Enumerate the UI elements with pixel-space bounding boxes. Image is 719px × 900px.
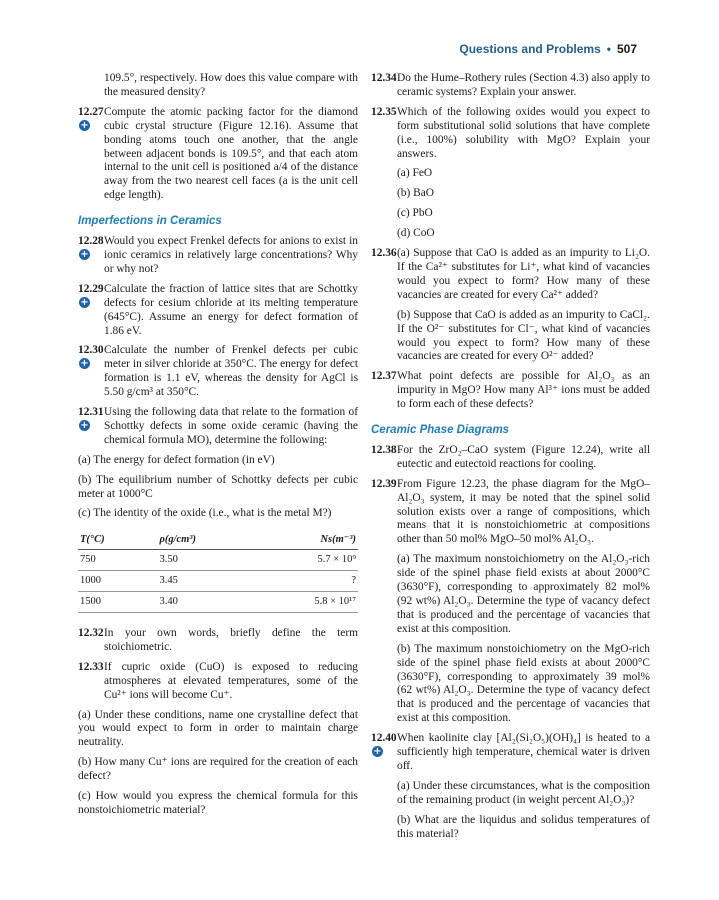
page-number: 507 (616, 42, 637, 56)
problem-12-40 (371, 732, 650, 774)
part-b: (b) What are the liquidus and solidus temperatures of this material? (397, 813, 650, 840)
table-cell: 5.8 × 10¹⁷ (263, 592, 358, 613)
problem-12-33 (78, 661, 358, 703)
problem-number: 12.32 (78, 627, 104, 639)
problem-text: Using the following data that relate to the formation of Schottky defects in some oxide ceramic (having the chemical formula MO), determine the following: (104, 406, 358, 446)
running-header (459, 42, 637, 56)
option-d: (d) CoO (397, 227, 435, 240)
part-b: (b) The maximum nonstoichiometry on the MgO-rich side of the spinel phase field exists at about 2000°C (3630°F), corresponding to approximately 39 mol% (62 wt%) Al₂O₃. Determine the type of vacancy defect that is produced and the percentage of vacancies that exist at this composition. (397, 642, 650, 725)
table-row (78, 550, 358, 571)
part-b: (b) Suppose that CaO is added as an impurity to CaCl₂. If the O²⁻ substitutes for Cl⁻, what kind of vacancies would you expect to form? How many of these vacancies are created for every O²⁻ added? (397, 308, 650, 363)
option-b: (b) BaO (397, 187, 435, 200)
part-a: (a) Suppose that CaO is added as an impurity to Li₂O. If the Ca²⁺ substitutes for Li⁺, what kind of vacancies would you expect to form? How many of these vacancies are created for every Ca²⁺ added? (397, 247, 650, 301)
problem-12-38 (371, 444, 650, 472)
part-a: (a) The maximum nonstoichiometry on the Al₂O₃-rich side of the spinel phase field exists at about 2000°C (3630°F), corresponding to approximately 82 mol% (92 wt%) Al₂O₃. Determine the type of vacancy defect that is produced and the percentage of vacancies that exist at this composition. (397, 553, 650, 635)
header-separator: • (606, 42, 611, 56)
part-a: (a) Under these conditions, name one crystalline defect that you would expect to form in order to maintain charge neutrality. (78, 708, 358, 749)
section-heading-phase-diagrams: Ceramic Phase Diagrams (371, 424, 510, 437)
table-cell: ? (263, 571, 358, 592)
section-heading-imperfections: Imperfections in Ceramics (78, 215, 222, 228)
col-header-density: ρ(g/cm³) (137, 531, 263, 549)
part-b: (b) How many Cu⁺ ions are required for the creation of each defect? (78, 756, 358, 783)
problem-number: 12.36 (371, 247, 397, 260)
table-row (78, 571, 358, 592)
problem-12-27 (78, 106, 358, 203)
plus-icon: + (80, 119, 89, 131)
right-column (371, 72, 650, 848)
table-cell: 5.7 × 10⁹ (263, 550, 358, 571)
problem-number: 12.38 (371, 443, 397, 456)
problem-12-34 (371, 72, 650, 100)
problem-12-28 (78, 235, 358, 277)
table-cell: 3.40 (137, 592, 263, 613)
header-title: Questions and Problems (459, 42, 601, 56)
problem-number: 12.27 (78, 105, 104, 118)
problem-number: 12.35 (371, 105, 397, 118)
plus-icon: + (80, 249, 89, 261)
problem-number: 12.33 (78, 660, 104, 673)
problem-12-39 (371, 478, 650, 548)
col-header-defects: Ns(m⁻³) (263, 531, 358, 549)
problem-number: 12.30 (78, 344, 104, 357)
problem-12-31 (78, 406, 358, 448)
problem-number: 12.39 (371, 477, 397, 490)
table-cell: 1500 (78, 592, 137, 613)
problem-text: From Figure 12.23, the phase diagram for the MgO–Al₂O₃ system, it may be noted that the spinel solid solution exists over a range of compositions, which means that it is nonstoichiometric at compositions other than 50 mol% MgO–50 mol% Al₂O₃. (397, 477, 650, 546)
problem-number: 12.40 (371, 732, 397, 745)
plus-icon: + (373, 746, 382, 758)
problem-number: 12.29 (78, 282, 104, 295)
problem-text: For the ZrO₂–CaO system (Figure 12.24), write all eutectic and eutectoid reactions for cooling. (397, 443, 650, 470)
left-column (78, 72, 358, 824)
problem-number: 12.37 (371, 370, 397, 383)
part-b: (b) The equilibrium number of Schottky defects per cubic meter at 1000°C (78, 473, 358, 500)
problem-text: Compute the atomic packing factor for the diamond cubic crystal structure (Figure 12.16). Assume that bonding atoms touch one another, that the angle between adjacent bonds is 109.5°, and that each atom internal to the unit cell is positioned a/4 of the distance away from the two nearest cell faces (a is the unit cell edge length). (104, 105, 358, 202)
continued-text: 109.5°, respectively. How does this value compare with the measured density? (104, 72, 358, 98)
problem-12-29 (78, 283, 358, 339)
part-a: (a) Under these circumstances, what is the composition of the remaining product (in weight percent Al₂O₃)? (397, 779, 650, 806)
problem-text: Calculate the number of Frenkel defects per cubic meter in silver chloride at 350°C. The energy for defect formation is 1.1 eV, whereas the density for AgCl is 5.50 g/cm³ at 350°C. (104, 344, 358, 399)
part-a: (a) The energy for defect formation (in eV) (78, 453, 275, 466)
part-c: (c) How would you express the chemical formula for this nonstoichiometric material? (78, 790, 358, 816)
table-cell: 1000 (78, 571, 137, 592)
problem-text: Calculate the fraction of lattice sites that are Schottky defects for cesium chloride at its melting temperature (645°C). Assume an energy for defect formation of 1.86 eV. (104, 282, 358, 337)
problem-12-36 (371, 247, 650, 303)
problem-number: 12.31 (78, 406, 104, 419)
table-cell: 3.45 (137, 571, 263, 592)
problem-text: What point defects are possible for Al₂O₃ as an impurity in MgO? How many Al³⁺ ions must be added to form each of these defects? (397, 370, 650, 411)
table-cell: 750 (78, 550, 137, 571)
option-a: (a) FeO (397, 167, 433, 180)
part-c: (c) The identity of the oxide (i.e., what is the metal M?) (78, 507, 332, 520)
table-header-row (78, 531, 358, 549)
problem-text: If cupric oxide (CuO) is exposed to reducing atmospheres at elevated temperatures, some of the Cu²⁺ ions will become Cu⁺. (104, 660, 358, 701)
option-c: (c) PbO (397, 207, 433, 220)
plus-icon: + (80, 296, 89, 308)
defect-data-table (78, 531, 358, 613)
plus-icon: + (80, 358, 89, 370)
problem-text: Which of the following oxides would you expect to form substitutional solid solutions that have complete (i.e., 100%) solubility with MgO? Explain your answers. (397, 105, 650, 160)
table-row (78, 592, 358, 613)
problem-text: When kaolinite clay [Al₂(Si₂O₅)(OH)₄] is heated to a sufficiently high temperature, chemical water is driven off. (397, 732, 650, 772)
problem-text: In your own words, briefly define the term stoichiometric. (104, 627, 358, 653)
problem-12-37 (371, 370, 650, 412)
table-cell: 3.50 (137, 550, 263, 571)
col-header-temperature: T(°C) (78, 531, 137, 549)
problem-number: 12.34 (371, 72, 397, 84)
problem-text: Would you expect Frenkel defects for anions to exist in ionic ceramics in relatively large concentrations? Why or why not? (104, 235, 358, 275)
problem-text: Do the Hume–Rothery rules (Section 4.3) also apply to ceramic systems? Explain your answer. (397, 72, 650, 98)
problem-number: 12.28 (78, 235, 104, 248)
plus-icon: + (80, 420, 89, 432)
problem-12-32 (78, 627, 358, 655)
problem-12-30 (78, 344, 358, 400)
problem-12-35 (371, 106, 650, 162)
